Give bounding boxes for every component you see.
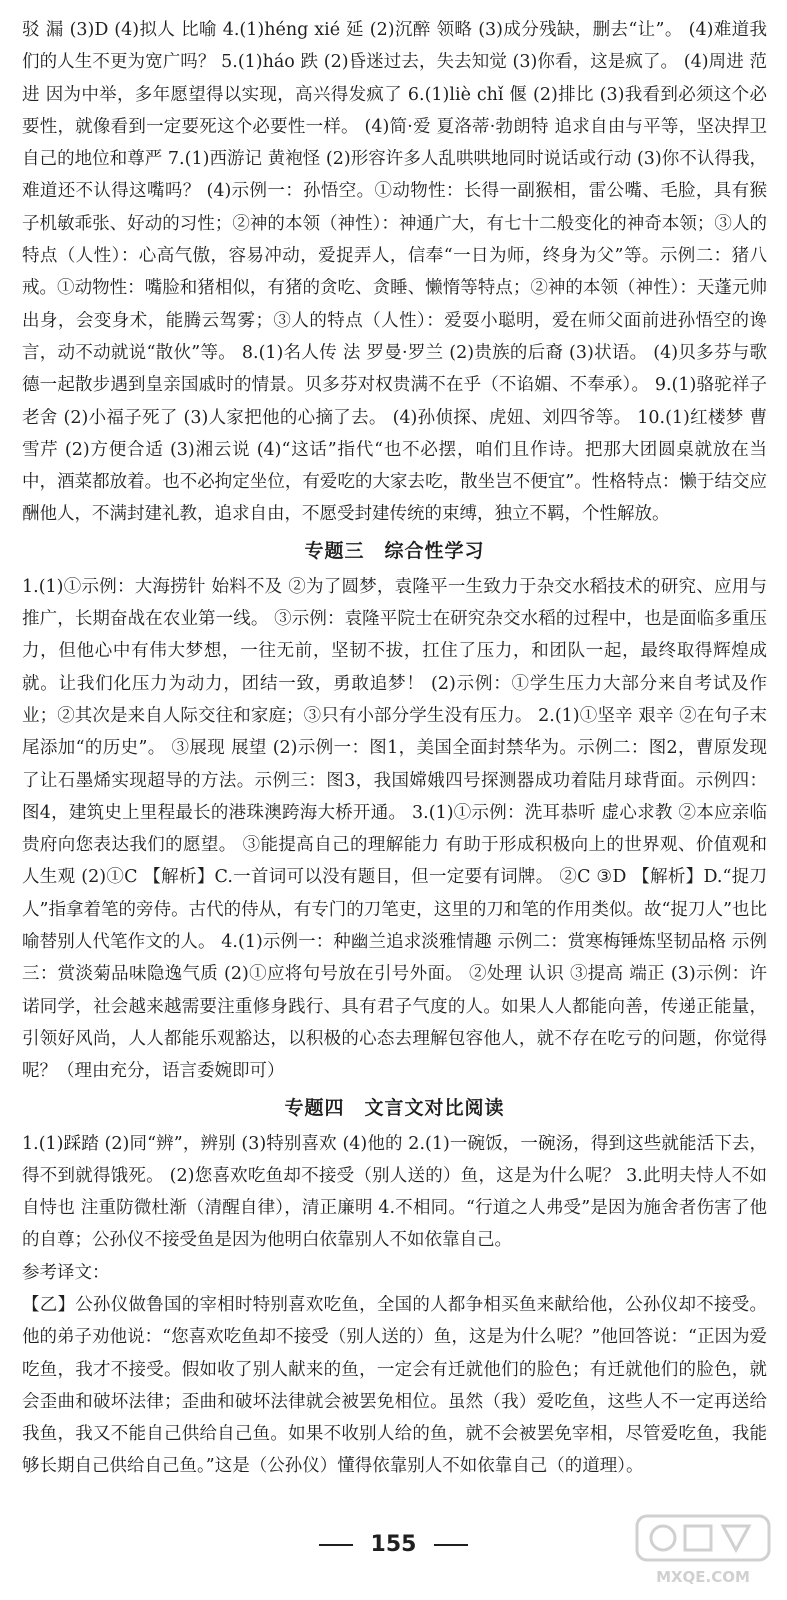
section-two-answers: 驳 漏 (3)D (4)拟人 比喻 4.(1)héng xié 延 (2)沉醉 领略 (3)成分残缺，删去“让”。 (4)难道我们的人生不更为宽广吗？ 5.(1)háo 跌 (2)昏迷过去，失去知觉 (3)你看，这是疯了。 (4)周进 范进 因为中举，多年愿望得以实现，高兴得发疯了 6.(1)liè chǐ 偃 (2)排比 (3)我看到必须这个必要性，就像看到一定要死这个必要性一样。 (4)简·爱 夏洛蒂·勃朗特 追求自由与平等，坚决捍卫自己的地位和尊严 7.(1)西游记 黄袍怪 (2)形容许多人乱哄哄地同时说话或行动 (3)你不认得我，难道还不认得这嘴吗？ (4)示例一：孙悟空。①动物性：长得一副猴相，雷公嘴、毛脸，具有猴子机敏乖张、好动的习性；②神的本领（神性）：神通广大，有七十二般变化的神奇本领；③人的特点（人性）：心高气傲，容易冲动，爱捉弄人，信奉“一日为师，终身为父”等。示例二：猪八戒。①动物性：嘴脸和猪相似，有猪的贪吃、贪睡、懒惰等特点；②神的本领（神性）：天蓬元帅出身，会变身术，能腾云驾雾；③人的特点（人性）：爱耍小聪明，爱在师父面前进孙悟空的谗言，动不动就说“散伙”等。 8.(1)名人传 法 罗曼·罗兰 (2)贵族的后裔 (3)状语。 (4)贝多芬与歌德一起散步遇到皇亲国戚时的情景。贝多芬对权贵满不在乎（不谄媚、不奉承）。 9.(1)骆驼祥子 老舍 (2)小福子死了 (3)人家把他的心摘了去。 (4)孙侦探、虎妞、刘四爷等。 10.(1)红楼梦 曹雪芹 (2)方便合适 (3)湘云说 (4)“这话”指代“也不必摆，咱们且作诗。把那大团圆桌就放在当中，酒菜都放着。也不必拘定坐位，有爱吃的大家去吃，散坐岂不便宜”。性格特点：懒于结交应酬他人，不满封建礼教，追求自由，不愿受封建传统的束缚，独立不羁，个性解放。 bbox=[22, 20, 768, 525]
watermark-logo-icon bbox=[633, 1512, 773, 1592]
page-number-dash-left bbox=[319, 1544, 353, 1546]
page-number-text: 155 bbox=[370, 1532, 417, 1557]
translation-text: 【乙】公孙仪做鲁国的宰相时特别喜欢吃鱼，全国的人都争相买鱼来献给他，公孙仪却不接受。他的弟子劝他说：“您喜欢吃鱼却不接受（别人送的）鱼，这是为什么呢？”他回答说：“正因为爱吃鱼，我才不接受。假如收了别人献来的鱼，一定会有迁就他们的脸色；有迁就他们的脸色，就会歪曲和破坏法律；歪曲和破坏法律就会被罢免相位。虽然（我）爱吃鱼，这些人不一定再送给我鱼，我又不能自己供给自己鱼。如果不收别人给的鱼，就不会被罢免宰相，尽管爱吃鱼，我能够长期自己供给自己鱼。”这是（公孙仪）懂得依靠别人不如依靠自己（的道理）。 bbox=[22, 1294, 767, 1477]
section-four-answers: 1.(1)踩踏 (2)同“辨”，辨别 (3)特别喜欢 (4)他的 2.(1)一碗饭，一碗汤，得到这些就能活下去，得不到就得饿死。 (2)您喜欢吃鱼却不接受（别人送的）鱼，这是为什么呢？ 3.此明夫恃人不如自恃也 注重防微杜渐（清醒自律），清正廉明 4.不相同。“行道之人弗受”是因为施舍者伤害了他的自尊；公孙仪不接受鱼是因为他明白依靠别人不如依靠自己。 bbox=[22, 1133, 767, 1251]
translation-label: 参考译文： bbox=[22, 1262, 110, 1283]
section-four-title: 专题四 文言文对比阅读 bbox=[284, 1096, 505, 1119]
section-three-title: 专题三 综合性学习 bbox=[304, 539, 485, 562]
translation-block bbox=[22, 1289, 767, 1483]
watermark-text: MXQE.COM bbox=[656, 1568, 750, 1586]
answer-page bbox=[22, 14, 767, 1483]
page-number-dash-right bbox=[434, 1544, 468, 1546]
section-three-answers: 1.(1)①示例：大海捞针 始料不及 ②为了圆梦，袁隆平一生致力于杂交水稻技术的研究、应用与推广，长期奋战在农业第一线。 ③示例：袁隆平院士在研究杂交水稻的过程中，也是面临多重压力，但他心中有伟大梦想，一往无前，坚韧不拔，扛住了压力，和团队一起，最终取得辉煌成就。让我们化压力为动力，团结一致，勇敢追梦！ (2)示例：①学生压力大部分来自考试及作业；②其次是来自人际交往和家庭；③只有小部分学生没有压力。 2.(1)①坚辛 艰辛 ②在句子末尾添加“的历史”。 ③展现 展望 (2)示例一：图1，美国全面封禁华为。示例二：图2，曹原发现了让石墨烯实现超导的方法。示例三：图3，我国嫦娥四号探测器成功着陆月球背面。示例四：图4，建筑史上里程最长的港珠澳跨海大桥开通。 3.(1)①示例：洗耳恭听 虚心求教 ②本应亲临贵府向您表达我们的愿望。 ③能提高自己的理解能力 有助于形成积极向上的世界观、价值观和人生观 (2)①C 【解析】C.一首词可以没有题目，但一定要有词牌。 ②C ③D 【解析】D.“捉刀人”指拿着笔的旁侍。古代的侍从，有专门的刀笔吏，这里的刀和笔的作用类似。故“捉刀人”也比喻替别人代笔作文的人。 4.(1)示例一：种幽兰追求淡雅情趣 示例二：赏寒梅锤炼坚韧品格 示例三：赏淡菊品味隐逸气质 (2)①应将句号放在引号外面。 ②处理 认识 ③提高 端正 (3)示例：许诺同学，社会越来越需要注重修身践行、具有君子气度的人。如果人人都能向善，传递正能量，引领好风尚，人人都能乐观豁达，以积极的心态去理解包容他人，就不存在吃亏的问题，你觉得呢？（理由充分，语言委婉即可） bbox=[22, 576, 767, 1082]
watermark-logo bbox=[633, 1512, 773, 1592]
